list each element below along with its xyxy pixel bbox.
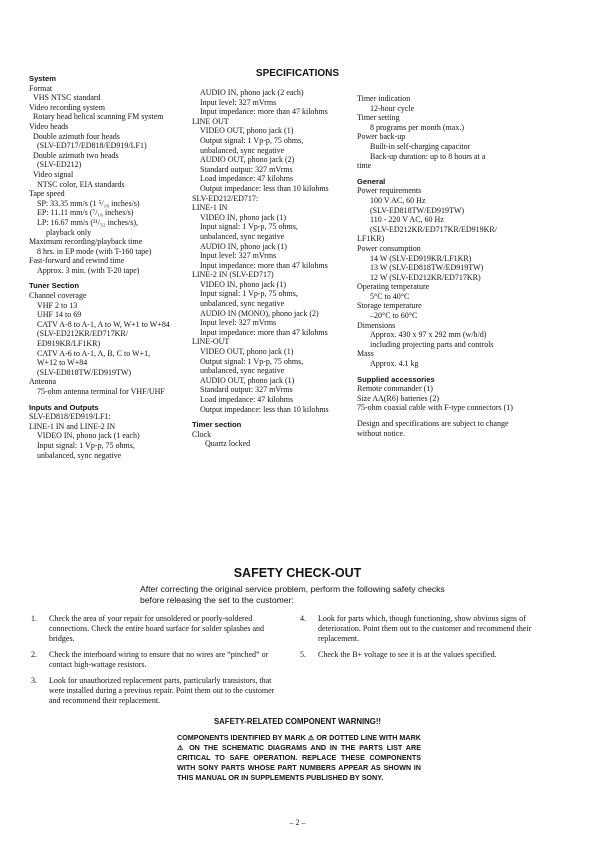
- spec-line: EP: 11.11 mm/s (⁷/₁₆ inches/s): [37, 208, 134, 218]
- spec-line: 75-ohm antenna terminal for VHF/UHF: [37, 387, 165, 396]
- spec-line: Double azimuth four heads: [33, 131, 120, 141]
- spec-line: VIDEO IN, phono jack (1): [200, 279, 286, 289]
- spec-line: unbalanced, sync negative: [37, 450, 122, 460]
- spec-line: time: [357, 161, 372, 171]
- safety-step: [31, 650, 281, 670]
- section-heading: Supplied accessories: [357, 374, 435, 384]
- safety-steps-left: [31, 614, 281, 712]
- section-heading: Inputs and Outputs: [29, 402, 99, 412]
- spec-line: 12-hour cycle: [370, 103, 415, 113]
- spec-line: Output signal: 1 Vp-p, 75 ohms,: [200, 356, 304, 366]
- spec-line: Approx. 430 x 97 x 292 mm (w/h/d): [370, 330, 487, 340]
- section-heading: System: [29, 74, 57, 83]
- specifications-title: SPECIFICATIONS: [255, 68, 340, 79]
- step-number: 3.: [31, 676, 37, 685]
- spec-column-1: [29, 74, 189, 460]
- step-text: Check the B+ voltage to see it is at the values specified.: [318, 650, 497, 659]
- spec-line: Video signal: [33, 169, 74, 179]
- section-heading: Tuner Section: [29, 281, 80, 291]
- spec-line: (SLV-ED212KR/ED717KR/ED919KR/: [370, 224, 497, 234]
- spec-line: Dimensions: [357, 320, 396, 330]
- section-heading: General: [357, 176, 386, 186]
- spec-line: (SLV-ED818TW/ED919TW): [370, 205, 465, 215]
- spec-line: Output impedance: less than 10 kilohms: [200, 183, 329, 193]
- step-text: Check the area of your repair for unsoldered or poorly-soldered connections. Check the entire board surface for solder splashes and bridges.: [49, 614, 265, 643]
- spec-line: Channel coverage: [29, 291, 87, 301]
- spec-line: Quartz locked: [205, 439, 251, 449]
- spec-line: 12 W (SLV-ED212KR/ED717KR): [370, 272, 481, 282]
- spec-line: 100 V AC, 60 Hz: [370, 195, 426, 205]
- spec-line: (SLV-ED717/ED818/ED919/LF1): [37, 141, 147, 151]
- spec-line: AUDIO IN, phono jack (2 each): [200, 88, 304, 97]
- spec-line: VHF 2 to 13: [37, 300, 78, 310]
- step-text: Check the interboard wiring to ensure that no wires are “pinched” or contact high-wattage resistors.: [49, 650, 269, 669]
- spec-line: VIDEO IN, phono jack (1 each): [37, 431, 140, 441]
- spec-line: Fast-forward and rewind time: [29, 256, 125, 266]
- spec-line: LP: 16.67 mm/s (²¹/₃₂ inches/s),: [37, 217, 139, 227]
- spec-line: LINE-1 IN: [192, 203, 228, 213]
- spec-line: Remote commander (1): [357, 384, 433, 394]
- spec-line: (SLV-ED212): [37, 160, 82, 170]
- safety-step: [300, 614, 540, 644]
- spec-line: Power requirements: [357, 186, 422, 196]
- step-number: 2.: [31, 650, 37, 659]
- page-number: – 2 –: [289, 818, 306, 827]
- spec-line: Size AA(R6) batteries (2): [357, 393, 439, 403]
- spec-line: LINE-OUT: [192, 337, 230, 347]
- spec-line: Storage temperature: [357, 301, 422, 311]
- spec-line: Load impedance: 47 kilohms: [200, 174, 294, 184]
- spec-line: SLV-ED818/ED919/LF1:: [29, 412, 111, 422]
- spec-line: Input impedance: more than 47 kilohms: [200, 327, 328, 337]
- spec-line: including projecting parts and controls: [370, 339, 494, 349]
- safety-steps-right: [300, 614, 540, 666]
- spec-line: Output impedance: less than 10 kilohms: [200, 404, 329, 414]
- spec-line: Timer indication: [357, 94, 411, 103]
- spec-line: 8 programs per month (max.): [370, 122, 464, 132]
- spec-line: unbalanced, sync negative: [200, 231, 285, 241]
- spec-line: UHF 14 to 69: [37, 310, 82, 320]
- spec-line: Load impedance: 47 kilohms: [200, 395, 294, 404]
- spec-line: (SLV-ED212KR/ED717KR/: [37, 329, 128, 339]
- spec-line: LF1KR): [357, 234, 385, 244]
- spec-line: SLV-ED212/ED717:: [192, 193, 259, 203]
- spec-line: Input signal: 1 Vp-p, 75 ohms,: [200, 289, 298, 299]
- warning-title: SAFETY-RELATED COMPONENT WARNING!!: [213, 717, 382, 726]
- spec-line: Mass: [357, 349, 374, 359]
- spec-line: AUDIO IN, phono jack (1): [200, 241, 287, 251]
- safety-step: [300, 650, 540, 660]
- spec-line: 75-ohm coaxial cable with F-type connectors (1): [357, 403, 513, 413]
- spec-line: unbalanced, sync negative: [200, 145, 285, 155]
- spec-line: Approx. 4.1 kg: [370, 359, 419, 369]
- spec-line: LINE-1 IN and LINE-2 IN: [29, 421, 116, 431]
- spec-line: Input signal: 1 Vp-p, 75 ohms,: [200, 222, 298, 232]
- spec-line: Input impedance: more than 47 kilohms: [200, 107, 328, 117]
- spec-line: 5°C to 40°C: [370, 291, 410, 301]
- spec-line: Back-up duration: up to 8 hours at a: [370, 151, 486, 161]
- spec-line: CATV A-8 to A-1, A to W, W+1 to W+84: [37, 319, 170, 329]
- spec-line: without notice.: [357, 428, 405, 438]
- spec-line: W+12 to W+84: [37, 358, 88, 368]
- spec-line: Format: [29, 83, 53, 93]
- step-number: 5.: [300, 650, 306, 659]
- spec-line: Built-in self-charging capacitor: [370, 141, 471, 151]
- spec-line: VIDEO OUT, phono jack (1): [200, 126, 294, 136]
- spec-line: AUDIO IN (MONO), phono jack (2): [200, 308, 319, 318]
- step-number: 4.: [300, 614, 306, 623]
- spec-line: Tape speed: [29, 189, 65, 199]
- step-number: 1.: [31, 614, 37, 623]
- spec-line: Double azimuth two heads: [33, 150, 119, 160]
- spec-line: Video heads: [29, 121, 69, 131]
- spec-line: LINE-2 IN (SLV-ED717): [192, 270, 274, 280]
- spec-line: Rotary head helical scanning FM system: [33, 112, 164, 122]
- spec-line: –20°C to 60°C: [370, 311, 418, 321]
- spec-line: SP: 33.35 mm/s (1 ⁵/₁₆ inches/s): [37, 198, 140, 208]
- spec-line: Timer setting: [357, 113, 400, 123]
- spec-line: Input impedance: more than 47 kilohms: [200, 260, 328, 270]
- spec-line: 14 W (SLV-ED919KR/LF1KR): [370, 253, 472, 263]
- spec-line: Approx. 3 min. (with T-20 tape): [37, 265, 140, 275]
- spec-line: Standard output: 327 mVrms: [200, 385, 293, 395]
- spec-line: Input level: 327 mVrms: [200, 97, 277, 107]
- spec-line: 8 hrs. in EP mode (with T-160 tape): [37, 246, 152, 256]
- spec-line: Clock: [192, 429, 212, 439]
- spec-line: Maximum recording/playback time: [29, 237, 143, 247]
- spec-line: Power consumption: [357, 243, 421, 253]
- spec-line: Video recording system: [29, 102, 105, 112]
- spec-line: Input level: 327 mVrms: [200, 251, 277, 261]
- warning-body: COMPONENTS IDENTIFIED BY MARK ⚠ OR DOTTED LINE WITH MARK ⚠ ON THE SCHEMATIC DIAGRAMS AND IN THE PARTS LIST ARE CRITICAL TO SAFE OPERATION. REPLACE THESE COMPONENTS WITH SONY PARTS WHOSE PART NUMBERS APPEAR AS SHOWN IN THIS MANUAL OR IN SUPPLEMENTS PUBLISHED BY SONY.: [177, 733, 421, 782]
- section-heading: Timer section: [192, 420, 242, 430]
- spec-line: AUDIO OUT, phono jack (2): [200, 155, 295, 165]
- spec-line: 13 W (SLV-ED818TW/ED919TW): [370, 263, 484, 273]
- spec-line: NTSC color, EIA standards: [37, 179, 125, 189]
- step-text: Look for unauthorized replacement parts, particularly transistors, that were installed during a previous repair. Point them out to the customer and recommend their replacement.: [49, 676, 275, 705]
- spec-line: playback only: [46, 227, 92, 237]
- spec-line: CATV A-6 to A-1, A, B, C to W+1,: [37, 348, 151, 358]
- safety-checkout-title: SAFETY CHECK-OUT: [233, 566, 362, 580]
- safety-intro: After correcting the original service problem, perform the following safety checks before releasing the set to the customer:: [140, 584, 445, 605]
- spec-line: unbalanced, sync negative: [200, 299, 285, 309]
- safety-step: [31, 676, 281, 706]
- spec-column-2: [192, 88, 352, 449]
- spec-line: LINE OUT: [192, 116, 229, 126]
- spec-line: Design and specifications are subject to change: [357, 419, 509, 428]
- spec-column-3: [357, 94, 557, 438]
- spec-line: Antenna: [29, 377, 57, 387]
- spec-line: 110 - 220 V AC, 60 Hz: [370, 215, 444, 225]
- spec-line: (SLV-ED818TW/ED919TW): [37, 367, 132, 377]
- spec-line: Output signal: 1 Vp-p, 75 ohms,: [200, 135, 304, 145]
- spec-line: ED919KR/LF1KR): [37, 339, 101, 349]
- spec-line: unbalanced, sync negative: [200, 366, 285, 376]
- spec-line: VHS NTSC standard: [33, 93, 101, 103]
- spec-line: Operating temperature: [357, 282, 430, 292]
- spec-line: Input signal: 1 Vp-p, 75 ohms,: [37, 440, 135, 450]
- step-text: Look for parts which, though functioning, show obvious signs of deterioration. Point them out to the customer and recommend their replacement.: [318, 614, 532, 643]
- spec-line: VIDEO IN, phono jack (1): [200, 212, 286, 222]
- spec-line: Standard output: 327 mVrms: [200, 164, 293, 174]
- spec-line: VIDEO OUT, phono jack (1): [200, 347, 294, 357]
- spec-line: Power back-up: [357, 132, 406, 142]
- spec-line: Input level: 327 mVrms: [200, 318, 277, 328]
- safety-step: [31, 614, 281, 644]
- spec-line: AUDIO OUT, phono jack (1): [200, 375, 295, 385]
